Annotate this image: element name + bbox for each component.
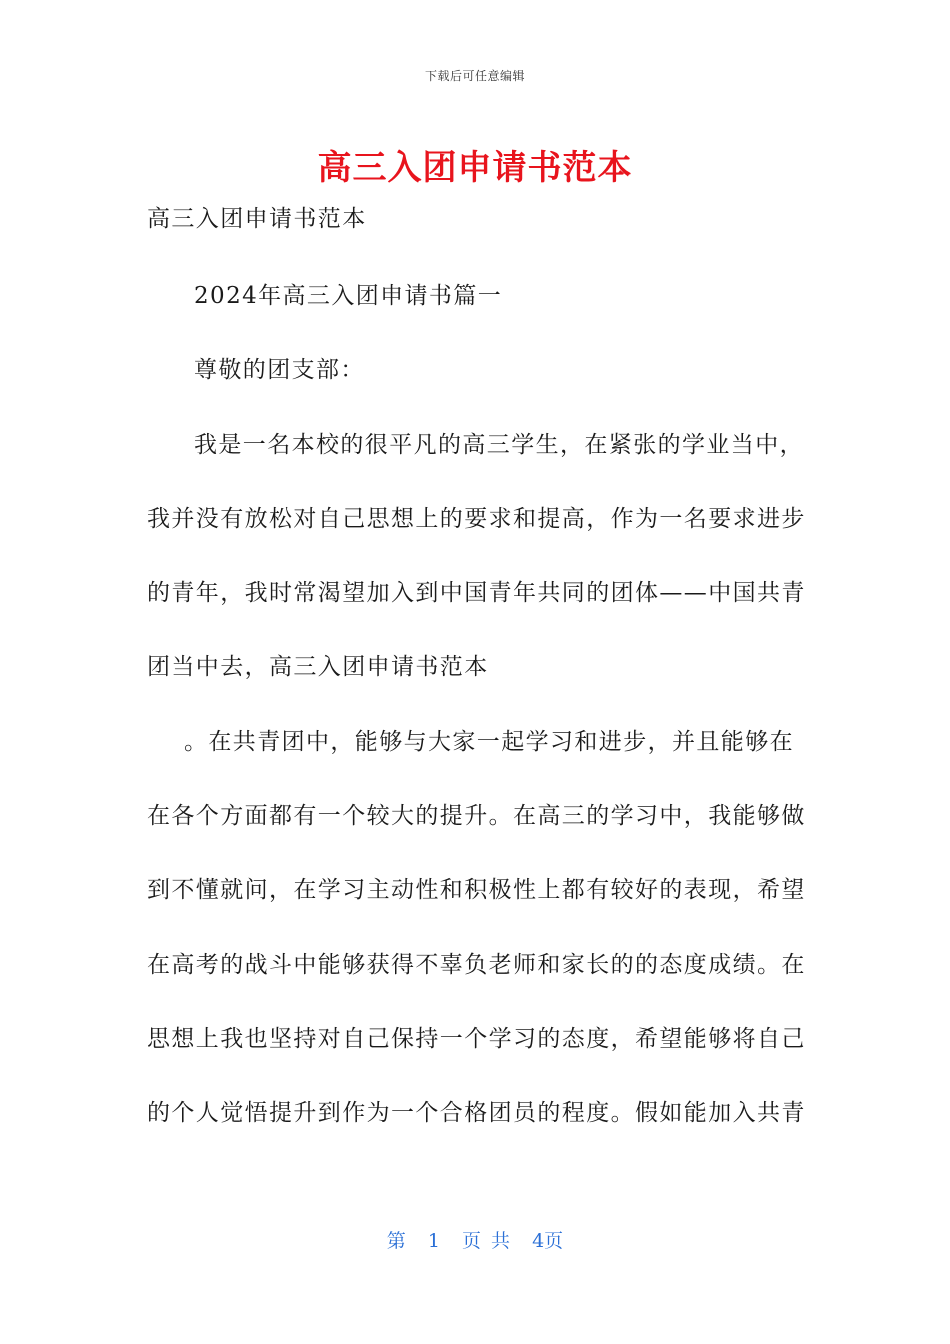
text-line: 2024年高三入团申请书篇一	[194, 283, 503, 309]
text-line: 。在共青团中，能够与大家一起学习和进步，并且能够在	[184, 729, 794, 755]
footer-middle: 页 共	[462, 1230, 511, 1252]
text-line: 尊敬的团支部：	[194, 357, 365, 383]
text-line: 的青年，我时常渴望加入到中国青年共同的团体——中国共青	[147, 580, 806, 606]
page-number-footer	[0, 1226, 950, 1253]
text-line: 思想上我也坚持对自己保持一个学习的态度，希望能够将自己	[147, 1026, 806, 1052]
text-line: 在各个方面都有一个较大的提升。在高三的学习中，我能够做	[147, 803, 806, 829]
total-pages: 4页	[532, 1230, 564, 1252]
current-page-number: 1	[427, 1230, 440, 1252]
text-line: 团当中去，高三入团申请书范本	[147, 654, 489, 680]
text-line: 我是一名本校的很平凡的高三学生，在紧张的学业当中，	[194, 432, 804, 458]
page-header-note: 下载后可任意编辑	[424, 69, 525, 83]
text-line: 在高考的战斗中能够获得不辜负老师和家长的的态度成绩。在	[147, 952, 806, 978]
text-line: 的个人觉悟提升到作为一个合格团员的程度。假如能加入共青	[147, 1100, 806, 1126]
footer-prefix: 第	[386, 1230, 406, 1252]
text-line: 我并没有放松对自己思想上的要求和提高，作为一名要求进步	[147, 506, 806, 532]
document-title: 高三入团申请书范本	[317, 148, 633, 188]
text-line: 高三入团申请书范本	[147, 206, 367, 232]
text-line: 到不懂就问，在学习主动性和积极性上都有较好的表现，希望	[147, 877, 806, 903]
